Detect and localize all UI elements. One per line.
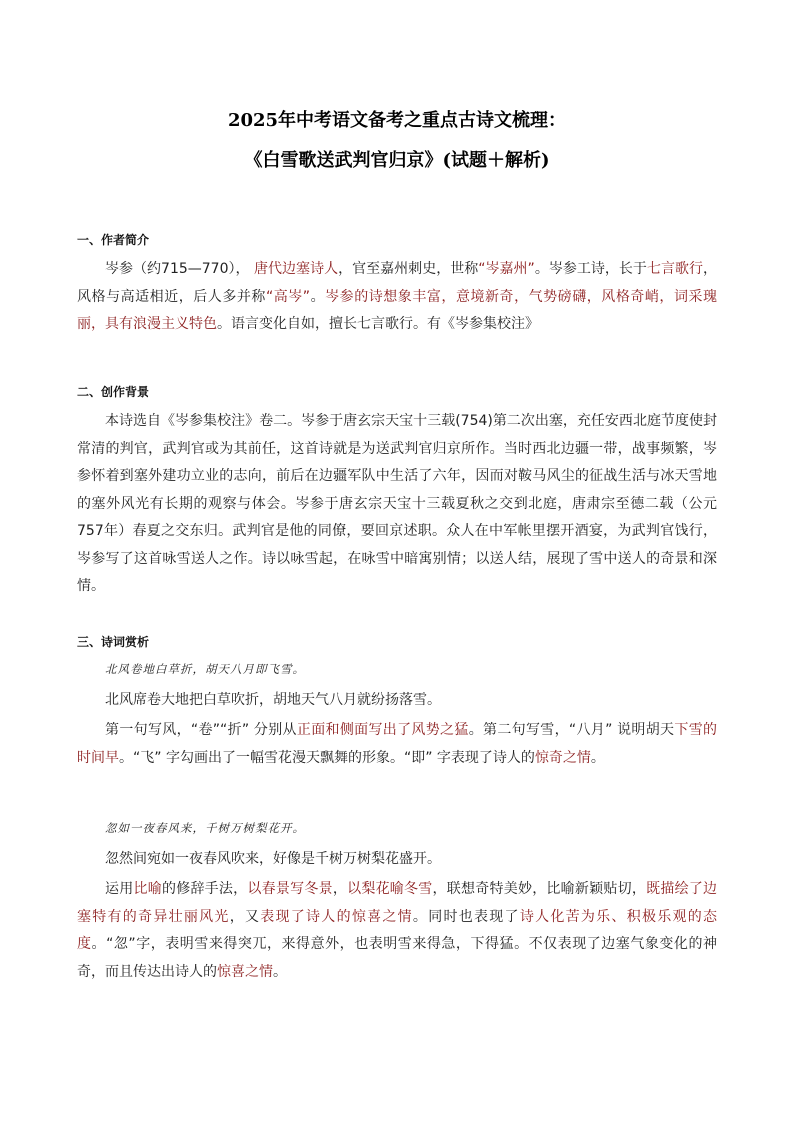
section-heading-author: 一、作者简介	[77, 233, 150, 247]
section-heading-background: 二、创作背景	[77, 385, 150, 399]
text-span: 。岑参工诗，长于	[534, 261, 647, 277]
text-span: 运用	[105, 881, 134, 897]
translation-line-2: 忽然间宛如一夜春风吹来，好像是千树万树梨花盛开。	[105, 851, 441, 867]
text-span: 的修辞手法，	[161, 881, 248, 897]
highlight-span: 既描绘了边塞特有的奇异壮丽风光	[77, 881, 718, 925]
text-span: 。同时也表现了	[412, 908, 520, 925]
highlight-span: 惊喜之情	[217, 963, 273, 980]
text-span: ，又	[229, 908, 261, 925]
section-heading-appreciation: 三、诗词赏析	[77, 635, 150, 649]
highlight-span: 比喻	[133, 881, 162, 897]
translation-line-1: 北风席卷大地把白草吹折，胡地天气八月就纷扬落雪。	[105, 692, 441, 708]
text-span: 。“忽”字，表明雪来得突兀，来得意外，也表明雪来得急，下得猛。不仅表现了边塞气象变化的神奇，而且传达出诗人的	[77, 936, 718, 980]
text-span: ，	[332, 881, 348, 897]
highlight-span: 岑参的诗想象丰富，意境新奇，气势磅礴，风格奇峭，词采瑰丽，具有浪漫主义特色	[77, 288, 718, 332]
analysis-paragraph-1	[77, 717, 717, 772]
highlight-span: 正面和侧面写出了风势之猛	[296, 722, 469, 738]
poem-line-1: 北风卷地白草折，胡天八月即飞雪。	[105, 662, 305, 676]
text-span: 岑参（约715—770），	[105, 261, 250, 277]
text-span: 。第二句写雪，“八月” 说明胡天	[468, 722, 675, 738]
highlight-span: 以春景写冬景	[247, 881, 333, 897]
text-span: ，官至嘉州刺史，世称	[338, 261, 479, 277]
highlight-span: “高岑”	[265, 288, 311, 305]
analysis-paragraph-2	[77, 876, 717, 986]
highlight-span: 表现了诗人的惊喜之情	[260, 908, 413, 925]
document-title-line-1: 2025年中考语文备考之重点古诗文梳理：	[227, 110, 567, 131]
document-title-line-2: 《白雪歌送武判官归京》(试题＋解析)	[244, 150, 550, 171]
highlight-span: 诗人化苦为乐、积极乐观的态度	[77, 908, 718, 952]
text-span: ，风格与高适相近，后人多并称	[77, 261, 718, 305]
highlight-span: 惊奇之情	[534, 749, 591, 766]
text-span: 。“飞” 字勾画出了一幅雪花漫天飘舞的形象。“即” 字表现了诗人的	[119, 749, 535, 766]
text-span: ，联想奇特美妙，比喻新颖贴切，	[432, 881, 647, 897]
text-span: 第一句写风，“卷”“折” 分别从	[105, 722, 297, 738]
highlight-span: “岑嘉州”	[478, 261, 535, 277]
text-span: 。	[273, 963, 287, 980]
text-span: 。	[310, 288, 326, 305]
background-paragraph: 本诗选自《岑参集校注》卷二。岑参于唐玄宗天宝十三载(754)第二次出塞，充任安西北庭节度使封常清的判官，武判官或为其前任，这首诗就是为送武判官归京所作。当时西北边疆一带，战事频繁，岑参怀着到塞外建功立业的志向，前后在边疆军队中生活了六年，因而对鞍马风尘的征战生活与冰天雪地的塞外风光有长期的观察与体会。岑参于唐玄宗天宝十三载夏秋之交到北庭，唐肃宗至德二载（公元757年）春夏之交东归。武判官是他的同僚，要回京述职。众人在中军帐里摆开酒宴，为武判官饯行，岑参写了这首咏雪送人之作。诗以咏雪起，在咏雪中暗寓别情；以送人结，展现了雪中送人的奇景和深情。	[77, 413, 717, 594]
highlight-span: 以梨花喻冬雪	[347, 881, 433, 897]
text-span: 。	[590, 749, 605, 766]
poem-line-2: 忽如一夜春风来，千树万树梨花开。	[105, 821, 305, 835]
highlight-span: 唐代边塞诗人	[249, 261, 339, 277]
author-paragraph	[77, 256, 717, 339]
highlight-span: 下雪的时间早	[77, 722, 718, 766]
text-span: 。语言变化自如，擅长七言歌行。有《岑参集校注》	[217, 316, 539, 332]
highlight-span: 七言歌行	[646, 261, 704, 277]
